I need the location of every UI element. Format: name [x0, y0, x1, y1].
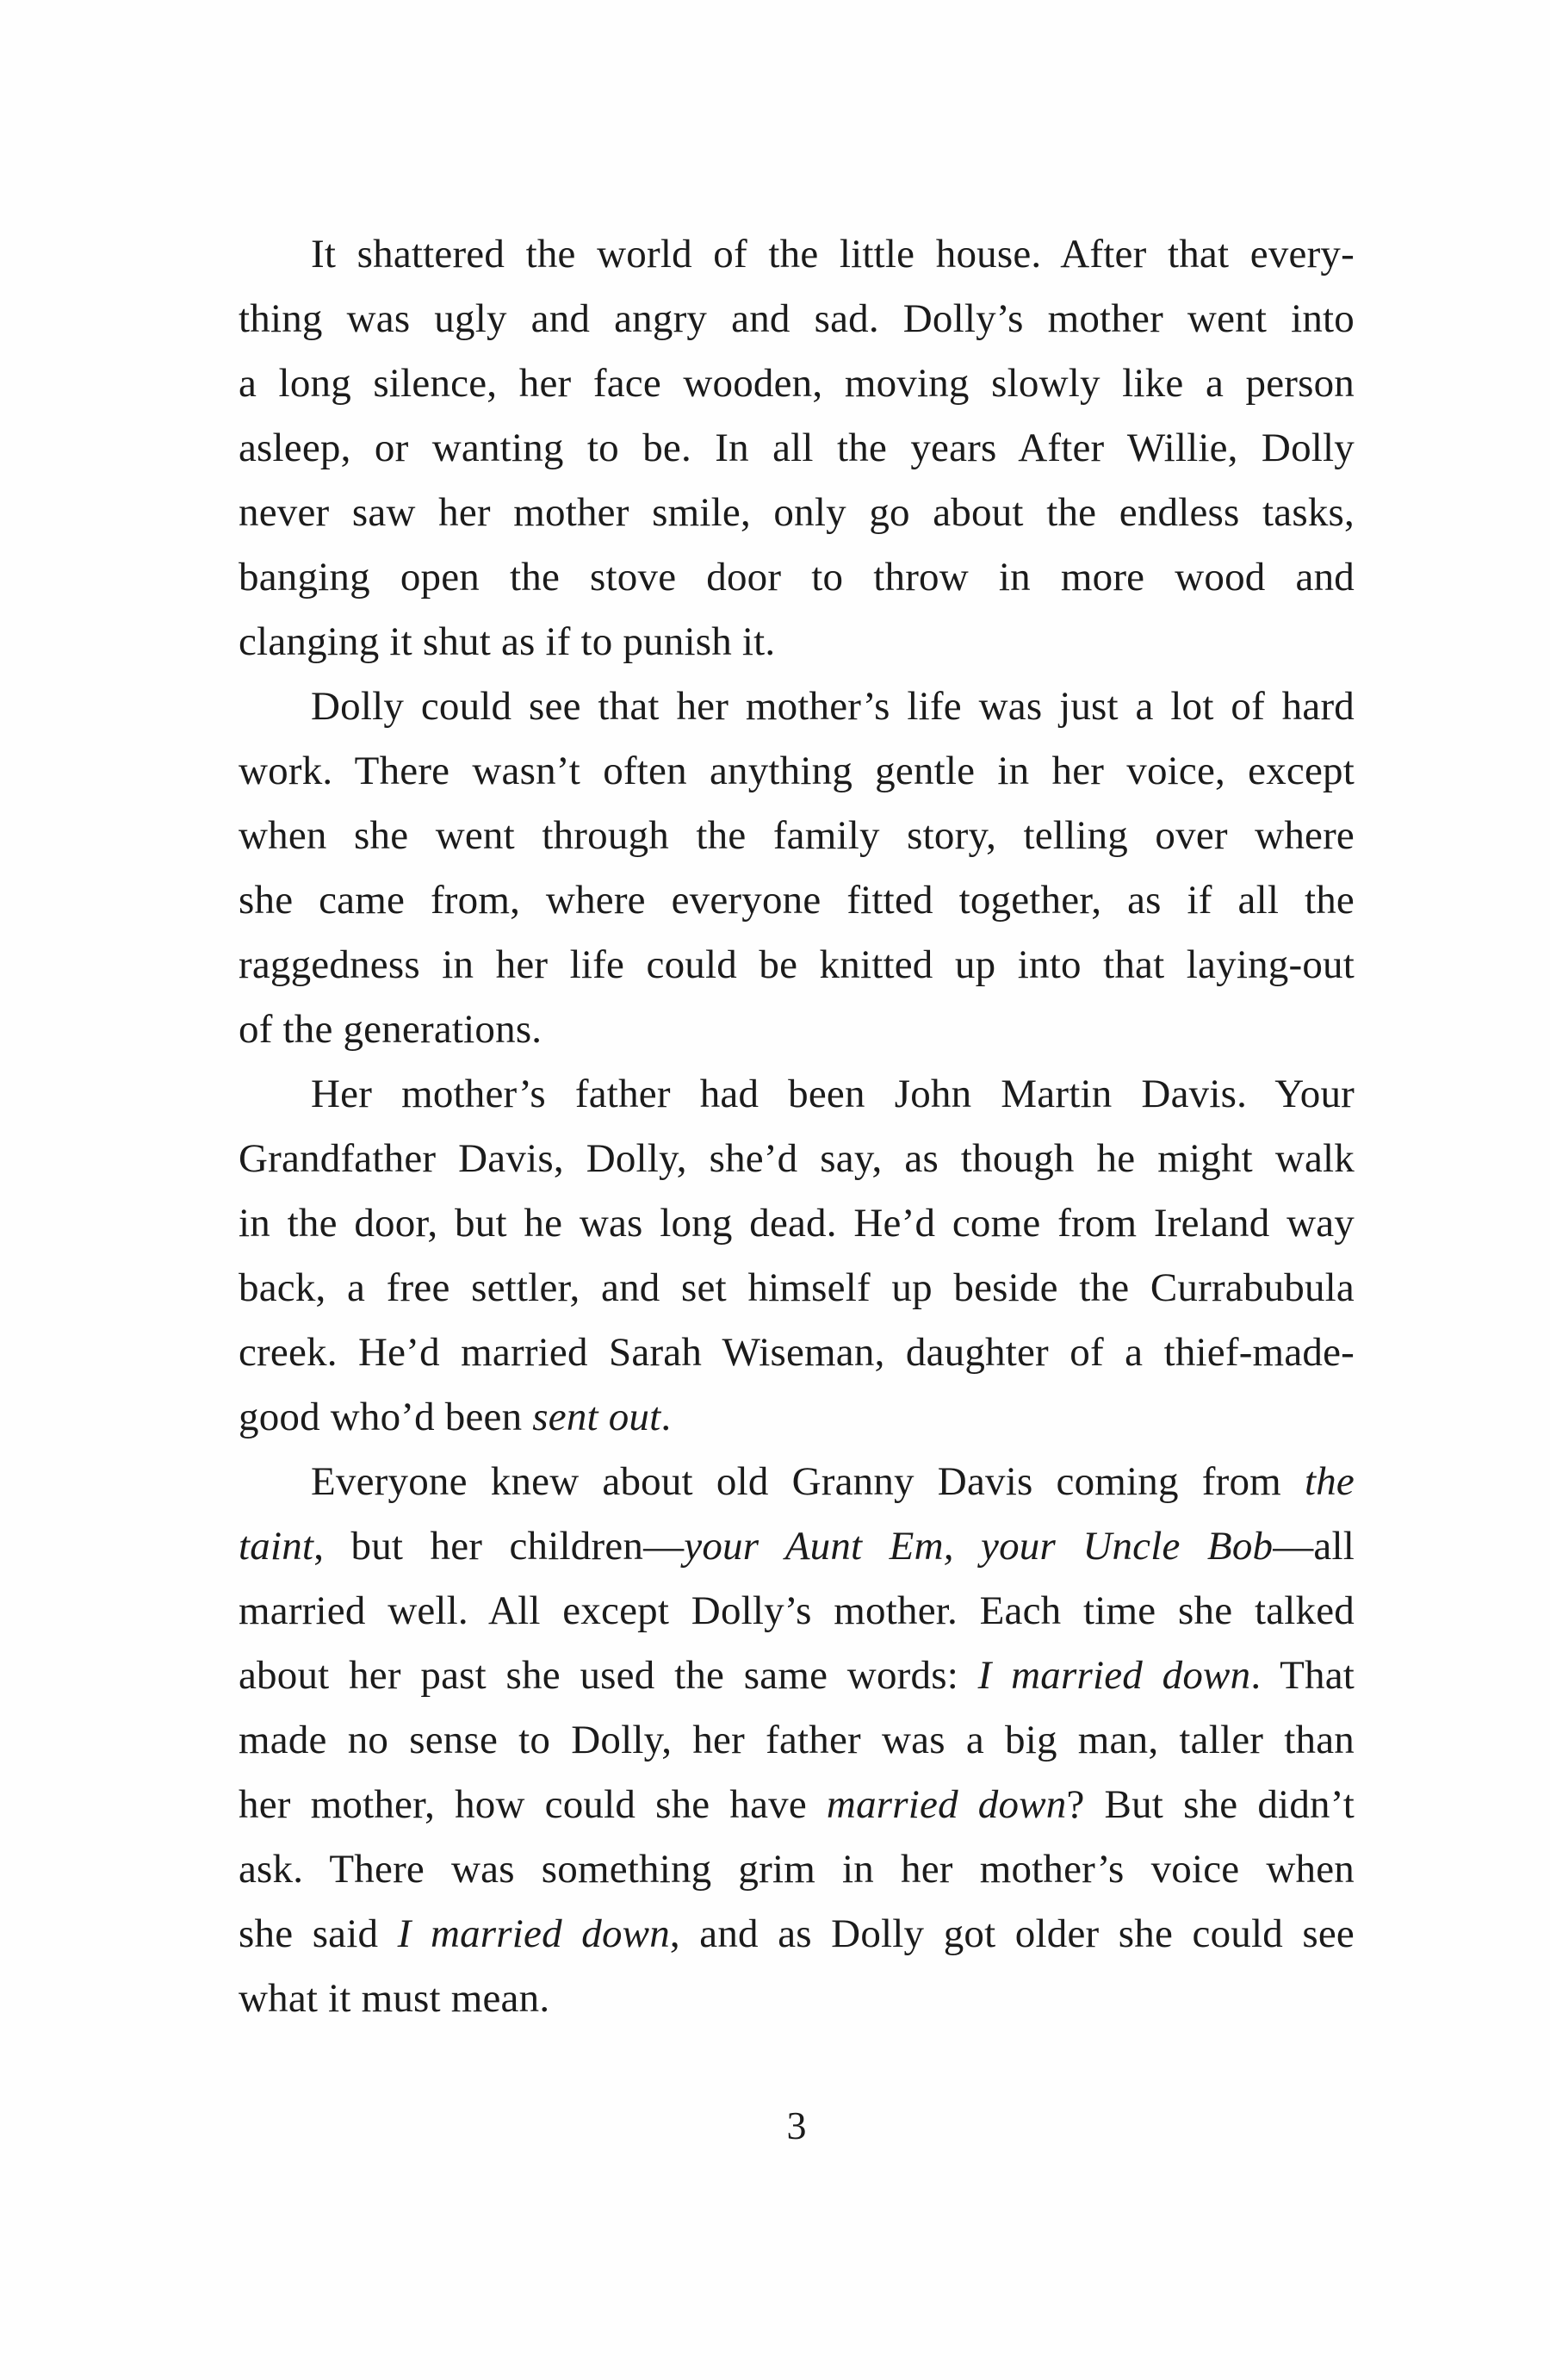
text-line [239, 1514, 1355, 1579]
text-line [239, 997, 1355, 1062]
text-line [239, 351, 1355, 416]
text-line [239, 1708, 1355, 1773]
text-segment: raggedness in her life could be knitted up into that laying-out [239, 942, 1355, 987]
italic-text-segment: taint [239, 1524, 314, 1569]
text-line [239, 674, 1355, 739]
text-line [239, 610, 1355, 674]
text-line [239, 804, 1355, 868]
text-segment: back, a free settler, and set himself up beside the Currabubula [239, 1265, 1355, 1310]
text-line [239, 1127, 1355, 1191]
text-line [239, 1902, 1355, 1967]
text-line [239, 1837, 1355, 1902]
text-segment: Everyone knew about old Granny Davis coming from [311, 1459, 1305, 1504]
text-line [239, 1579, 1355, 1644]
text-segment: banging open the stove door to throw in more wood and [239, 555, 1355, 600]
page-number: 3 [786, 2103, 807, 2147]
italic-text-segment: your Aunt Em, your Uncle Bob [684, 1524, 1274, 1569]
text-segment: Her mother’s father had been John Martin Davis. Your [311, 1072, 1355, 1116]
italic-text-segment: married down [826, 1782, 1067, 1827]
italic-text-segment: the [1304, 1459, 1355, 1504]
text-line [239, 1256, 1355, 1320]
text-line [239, 1773, 1355, 1837]
text-segment: what it must mean. [239, 1976, 550, 2021]
text-segment: Dolly could see that her mother’s life was just a lot of hard [311, 684, 1355, 729]
text-line [239, 1450, 1355, 1514]
text-segment: made no sense to Dolly, her father was a big man, taller than [239, 1718, 1355, 1762]
italic-text-segment: sent out [532, 1395, 661, 1439]
text-segment: , but her children— [313, 1524, 685, 1569]
text-segment: ask. There was something grim in her mother’s voice when [239, 1847, 1355, 1892]
text-segment: when she went through the family story, telling over where [239, 813, 1355, 858]
text-segment: . That [1250, 1653, 1355, 1698]
text-segment: ? But she didn’t [1066, 1782, 1355, 1827]
text-segment: she said [239, 1911, 398, 1956]
text-segment: in the door, but he was long dead. He’d come from Ireland way [239, 1201, 1355, 1246]
text-line [239, 1062, 1355, 1127]
text-segment: , and as Dolly got older she could see [669, 1911, 1355, 1956]
text-line [239, 1967, 1355, 2031]
text-line [239, 1385, 1355, 1450]
text-segment: It shattered the world of the little house. After that every- [311, 232, 1355, 277]
text-line [239, 287, 1355, 351]
text-line [239, 545, 1355, 610]
text-line [239, 1191, 1355, 1256]
text-line [239, 416, 1355, 481]
text-segment: creek. He’d married Sarah Wiseman, daughter of a thief-made- [239, 1330, 1355, 1375]
text-line [239, 933, 1355, 997]
text-segment: her mother, how could she have [239, 1782, 827, 1827]
text-segment: about her past she used the same words: [239, 1653, 978, 1698]
text-segment: never saw her mother smile, only go about the endless tasks, [239, 490, 1355, 535]
text-segment: married well. All except Dolly’s mother. Each time she talked [239, 1588, 1355, 1633]
text-segment: a long silence, her face wooden, moving slowly like a person [239, 361, 1355, 406]
text-line [239, 868, 1355, 933]
text-segment: clanging it shut as if to punish it. [239, 619, 776, 664]
text-line [239, 1644, 1355, 1708]
italic-text-segment: I married down [977, 1653, 1251, 1698]
text-line [239, 739, 1355, 804]
text-segment: thing was ugly and angry and sad. Dolly’s mother went into [239, 296, 1355, 341]
italic-text-segment: I married down [397, 1911, 670, 1956]
text-segment: . [660, 1395, 672, 1439]
text-segment: —all [1273, 1524, 1355, 1569]
text-segment: work. There wasn’t often anything gentle in her voice, except [239, 749, 1355, 793]
text-block [239, 222, 1355, 2031]
text-segment: she came from, where everyone fitted together, as if all the [239, 878, 1355, 923]
text-segment: good who’d been [239, 1395, 533, 1439]
text-line [239, 222, 1355, 287]
text-segment: of the generations. [239, 1007, 542, 1052]
text-segment: asleep, or wanting to be. In all the years After Willie, Dolly [239, 426, 1355, 470]
text-line [239, 1320, 1355, 1385]
text-line [239, 481, 1355, 545]
text-segment: Grandfather Davis, Dolly, she’d say, as though he might walk [239, 1136, 1355, 1181]
